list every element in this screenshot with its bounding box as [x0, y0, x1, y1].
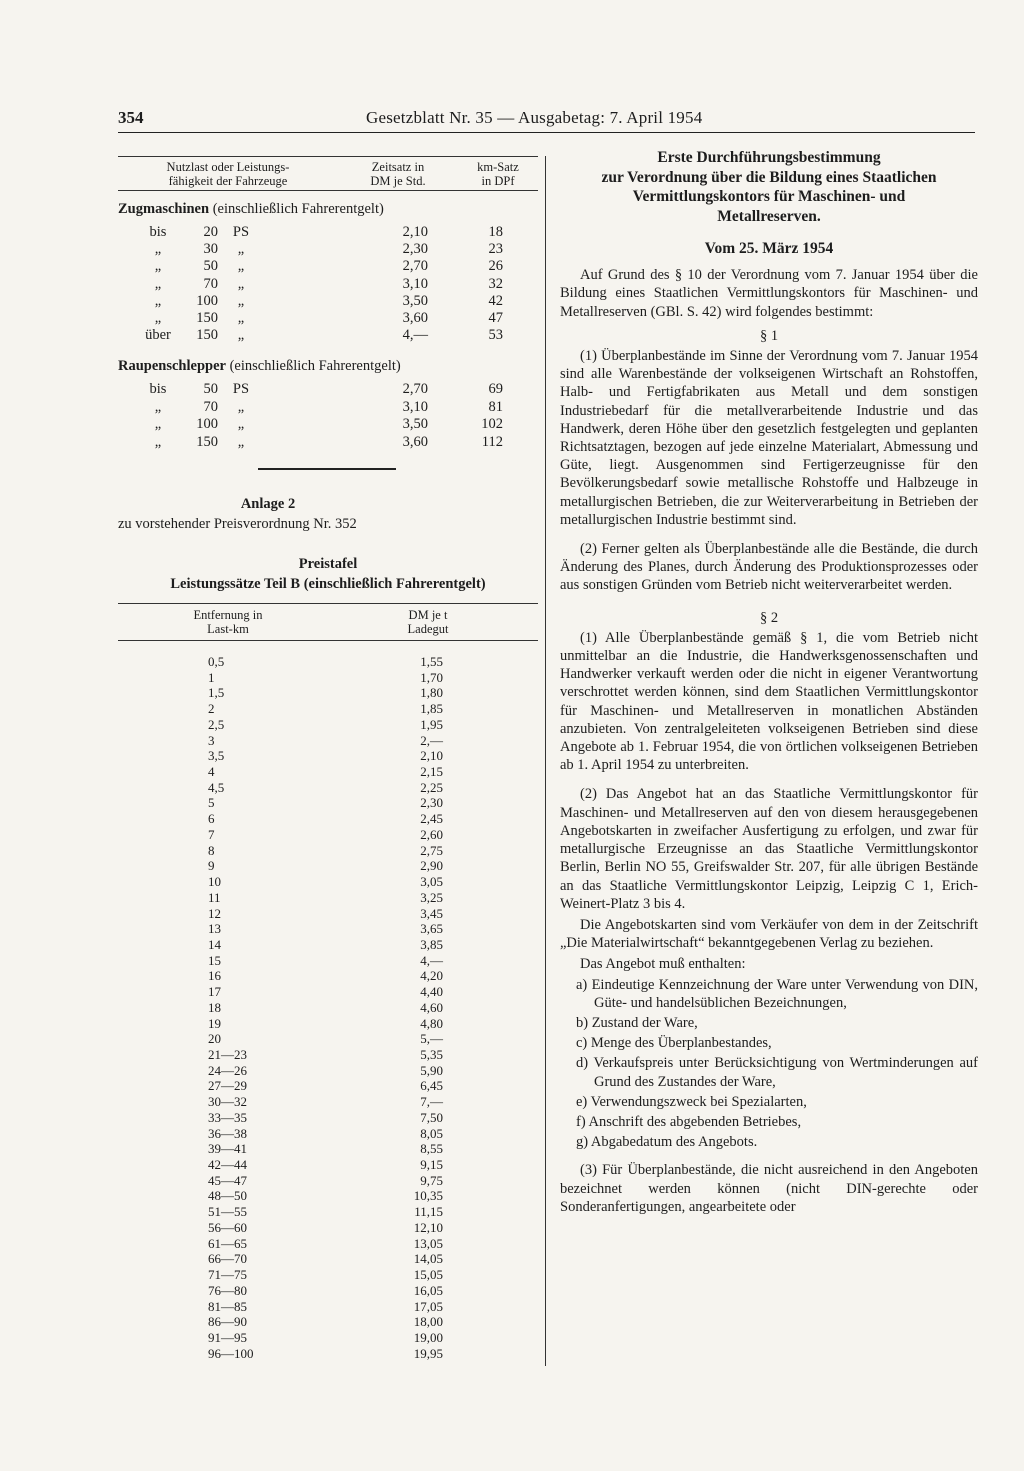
row-prefix: „: [154, 310, 162, 326]
zug-heading: Zugmaschinen (einschließlich Fahrerentgelt): [118, 201, 384, 217]
row-time-rate: 2,70: [402, 258, 428, 275]
distance-cell: 13: [208, 921, 221, 937]
row-unit: PS: [232, 381, 250, 397]
distance-cell: 45—47: [208, 1172, 247, 1188]
section-2-para-2: (2) Das Angebot hat an das Staatliche Vermittlungskontor für Maschinen- und Metallreserven auf den von diesem herausgegebenen Angebotskarten in zweifacher Ausfertigung zu erfolgen, und zwar für metallurgische Erzeugnisse an das Staatliche Vermittlungskontor Berlin, Berlin NO 55, Greifswalder Str. 207, für alle übrigen Bestände an das Staatliche Vermittlungskontor Leipzig, Leipzig C 1, Erich-Weinert-Platz 3 bis 4.: [560, 786, 978, 912]
row-time-rate: 2,70: [402, 381, 428, 397]
requirement-list: [560, 976, 978, 1152]
row-km-rate: 81: [488, 398, 503, 415]
price-cell: 5,90: [420, 1062, 443, 1078]
row-time-rate: 3,50: [402, 292, 428, 309]
price-cell: 4,—: [420, 952, 443, 968]
preistafel-top-rule: [118, 603, 538, 604]
row-km-rate: 32: [488, 275, 503, 292]
row-prefix: „: [154, 275, 162, 292]
distance-cell: 66—70: [208, 1251, 247, 1267]
price-cell: 2,45: [420, 811, 443, 827]
distance-cell: 33—35: [208, 1109, 247, 1125]
row-unit: „: [237, 310, 245, 326]
price-cell: 4,40: [420, 984, 443, 1000]
row-unit: „: [237, 258, 245, 275]
col-head-time: Zeitsatz in DM je Std.: [370, 160, 426, 188]
price-cell: 3,25: [420, 889, 443, 905]
price-cell: 12,10: [413, 1219, 443, 1235]
price-cell: 9,15: [420, 1157, 443, 1173]
distance-cell: 96—100: [208, 1345, 254, 1361]
row-prefix: „: [154, 292, 162, 309]
price-cell: 3,65: [420, 921, 443, 937]
preistafel-subtitle: Leistungssätze Teil B (einschließlich Fahrerentgelt): [170, 576, 486, 592]
distance-cell: 42—44: [208, 1157, 247, 1173]
list-item-c: c) Menge des Überplanbestandes,: [576, 1035, 772, 1052]
row-km-rate: 23: [488, 241, 503, 258]
row-prefix: „: [154, 433, 162, 450]
col-head-km: km-Satz in DPf: [477, 160, 519, 188]
distance-cell: 91—95: [208, 1329, 247, 1345]
distance-cell: 48—50: [208, 1188, 247, 1204]
section-2-para-1: (1) Alle Überplanbestände gemäß § 1, die vom Betrieb nicht unmittelbar an die Industrie, die Handwerksgenossenschaften und Handwerker verkauft werden oder die nicht in eigener Verantwortung verschrottet werden können, sind dem Staatlichen Vermittlungskontor für Maschinen- und Metallreserven in monatlichen Abständen anzubieten. Von zentralgeleiteten volkseigenen Betrieben sind diese Angebote ab 1. Februar 1954, die von örtlichen volkseigenen Betrieben ab 1. April 1954 zu unterbreiten.: [560, 629, 978, 774]
distance-cell: 3: [208, 732, 215, 748]
row-value: 150: [196, 327, 218, 344]
preistafel-title: Preistafel: [298, 556, 358, 572]
distance-cell: 61—65: [208, 1235, 247, 1251]
distance-cell: 15: [208, 952, 221, 968]
row-km-rate: 112: [481, 433, 503, 450]
anlage-title: Anlage 2: [240, 496, 296, 512]
section-rule: [258, 468, 396, 470]
document-date: Vom 25. März 1954: [704, 240, 834, 257]
price-cell: 8,05: [420, 1125, 443, 1141]
distance-cell: 27—29: [208, 1078, 247, 1094]
section-2-para-3: Die Angebotskarten sind vom Verkäufer von dem in der Zeitschrift „Die Materialwirtschaft“ bekanntgegebenen Verlag zu beziehen.: [560, 916, 978, 952]
list-item-a: a) Eindeutige Kennzeichnung der Ware unter Verwendung von DIN, Güte- und handelsüblichen Bezeichnungen,: [576, 976, 978, 1011]
row-time-rate: 3,10: [402, 275, 428, 292]
distance-cell: 12: [208, 905, 221, 921]
row-time-rate: 3,60: [402, 433, 428, 450]
column-separator: [545, 156, 546, 1366]
row-km-rate: 53: [488, 327, 503, 344]
right-column: [560, 148, 978, 1216]
distance-cell: 30—32: [208, 1094, 247, 1110]
distance-cell: 71—75: [208, 1267, 247, 1283]
distance-cell: 21—23: [208, 1047, 247, 1062]
distance-cell: 81—85: [208, 1298, 247, 1314]
row-value: 100: [196, 292, 218, 309]
preistafel-head-rule: [118, 640, 538, 641]
row-prefix: „: [154, 416, 162, 432]
distance-cell: 24—26: [208, 1062, 247, 1078]
price-cell: 3,45: [420, 905, 443, 921]
distance-cell: 56—60: [208, 1219, 247, 1235]
distance-cell: 6: [208, 811, 215, 827]
price-cell: 1,95: [420, 716, 443, 732]
price-cell: 11,15: [414, 1204, 443, 1220]
row-value: 50: [203, 258, 218, 275]
table-head-rule: [118, 190, 538, 191]
row-prefix: „: [154, 398, 162, 415]
distance-cell: 39—41: [208, 1141, 247, 1157]
header-title: Gesetzblatt Nr. 35 — Ausgabetag: 7. April 1954: [366, 108, 703, 127]
distance-cell: 1: [208, 669, 215, 685]
row-km-rate: 26: [488, 258, 503, 275]
row-time-rate: 3,50: [402, 416, 428, 432]
distance-cell: 3,5: [208, 748, 225, 764]
row-time-rate: 2,10: [402, 224, 428, 240]
row-prefix: bis: [149, 224, 167, 240]
price-cell: 9,75: [420, 1172, 443, 1188]
price-cell: 2,30: [420, 795, 443, 811]
row-time-rate: 3,60: [402, 310, 428, 326]
price-cell: 18,00: [413, 1314, 443, 1330]
row-unit: PS: [232, 224, 250, 240]
distance-cell: 4: [208, 764, 215, 780]
document-title: Erste Durchführungsbestimmung zur Verordnung über die Bildung eines Staatlichen Vermittlungskontors für Maschinen- und Metallreserven.: [601, 149, 937, 225]
price-cell: 2,10: [420, 748, 443, 764]
distance-cell: 0,5: [208, 654, 225, 669]
price-cell: 1,85: [420, 701, 443, 717]
row-km-rate: 102: [481, 416, 503, 432]
price-cell: 5,35: [420, 1047, 443, 1062]
distance-cell: 51—55: [208, 1204, 247, 1220]
row-prefix: bis: [149, 381, 167, 397]
distance-cell: 18: [208, 999, 221, 1015]
row-unit: „: [237, 416, 245, 432]
row-unit: „: [237, 292, 245, 309]
price-cell: 10,35: [413, 1188, 443, 1204]
row-value: 70: [203, 275, 218, 292]
price-cell: 4,60: [420, 999, 443, 1015]
price-cell: 2,90: [420, 858, 443, 874]
row-km-rate: 69: [488, 381, 503, 397]
section-1-para-2: (2) Ferner gelten als Überplanbestände alle die Bestände, die durch Änderung des Planes, durch Änderung des Produktionsprozesses oder aus sonstigen Gründen vom Betrieb nicht weiterverarbeitet werden.: [560, 541, 978, 594]
row-value: 70: [203, 398, 218, 415]
price-cell: 4,20: [420, 968, 443, 984]
row-value: 150: [196, 433, 218, 450]
row-km-rate: 18: [488, 224, 503, 240]
distance-cell: 17: [208, 984, 221, 1000]
distance-cell: 36—38: [208, 1125, 247, 1141]
page-number: 354: [118, 108, 144, 127]
section-2-para-4: Das Angebot muß enthalten:: [580, 956, 746, 973]
anlage-sub: zu vorstehender Preisverordnung Nr. 352: [118, 516, 357, 532]
distance-cell: 16: [208, 968, 221, 984]
list-item-f: f) Anschrift des abgebenden Betriebes,: [576, 1113, 802, 1130]
col-head-load: Nutzlast oder Leistungs- fähigkeit der Fahrzeuge: [166, 160, 290, 188]
price-cell: 14,05: [413, 1251, 443, 1267]
distance-cell: 86—90: [208, 1314, 247, 1330]
section-1-heading: § 1: [759, 327, 779, 344]
distance-cell: 19: [208, 1015, 221, 1031]
price-cell: 19,00: [413, 1329, 443, 1345]
row-unit: „: [237, 433, 245, 450]
row-time-rate: 2,30: [402, 241, 428, 258]
distance-cell: 20: [208, 1031, 221, 1047]
pt-head-distance: Entfernung in Last-km: [193, 608, 263, 636]
price-cell: 4,80: [420, 1015, 443, 1031]
row-prefix: „: [154, 258, 162, 275]
list-item-g: g) Abgabedatum des Angebots.: [576, 1134, 758, 1151]
price-cell: 7,—: [420, 1094, 443, 1110]
price-cell: 2,75: [420, 842, 443, 858]
price-cell: 1,80: [420, 685, 443, 701]
row-value: 50: [203, 381, 218, 397]
row-value: 20: [203, 224, 218, 240]
distance-cell: 1,5: [208, 685, 225, 701]
section-2-heading: § 2: [759, 609, 779, 626]
price-cell: 15,05: [413, 1267, 443, 1283]
list-item-b: b) Zustand der Ware,: [576, 1014, 698, 1031]
row-time-rate: 3,10: [402, 398, 428, 415]
distance-cell: 8: [208, 842, 215, 858]
section-2-para-5: (3) Für Überplanbestände, die nicht ausreichend in den Angeboten bezeichnet werden können (nicht DIN-gerechte oder Sonderanfertigungen, angearbeitete oder: [560, 1162, 978, 1215]
distance-cell: 7: [208, 826, 215, 842]
row-time-rate: 4,—: [402, 327, 428, 344]
table-top-rule: [118, 156, 538, 157]
price-cell: 19,95: [413, 1345, 443, 1361]
row-unit: „: [237, 241, 245, 258]
price-cell: 1,55: [420, 654, 443, 669]
list-item-e: e) Verwendungszweck bei Spezialarten,: [576, 1093, 807, 1110]
raupen-heading: Raupenschlepper (einschließlich Fahrerentgelt): [118, 358, 401, 374]
row-unit: „: [237, 398, 245, 415]
row-value: 150: [196, 310, 218, 326]
price-cell: 3,05: [420, 874, 443, 890]
distance-cell: 14: [208, 936, 221, 952]
row-km-rate: 47: [488, 310, 503, 326]
row-unit: „: [237, 327, 245, 344]
row-value: 30: [203, 241, 218, 258]
distance-cell: 11: [208, 889, 221, 905]
price-cell: 5,—: [420, 1031, 443, 1047]
distance-cell: 2: [208, 701, 215, 717]
distance-cell: 4,5: [208, 779, 225, 795]
price-cell: 6,45: [420, 1078, 443, 1094]
price-cell: 3,85: [420, 936, 443, 952]
price-cell: 17,05: [413, 1298, 443, 1314]
price-cell: 2,60: [420, 826, 443, 842]
intro-paragraph: Auf Grund des § 10 der Verordnung vom 7. Januar 1954 über die Bildung eines Staatlichen Vermittlungskontors für Maschinen- und Metallreserven (GBl. S. 42) wird folgendes bestimmt:: [560, 267, 978, 320]
list-item-d: d) Verkaufspreis unter Berücksichtigung von Wertminderungen auf Grund des Zustandes der Ware,: [576, 1055, 978, 1090]
distance-cell: 9: [208, 858, 215, 874]
price-cell: 8,55: [420, 1141, 443, 1157]
price-cell: 16,05: [413, 1282, 443, 1298]
price-cell: 1,70: [420, 669, 443, 685]
price-cell: 2,25: [420, 779, 443, 795]
distance-cell: 76—80: [208, 1282, 247, 1298]
row-prefix: über: [145, 327, 171, 344]
price-cell: 2,—: [420, 732, 443, 748]
page-header: [118, 108, 975, 133]
distance-cell: 5: [208, 795, 215, 811]
distance-cell: 10: [208, 874, 221, 890]
section-1-para-1: (1) Überplanbestände im Sinne der Verordnung vom 7. Januar 1954 sind alle Warenbestände der volkseigenen Wirtschaft an Rohstoffen, Halb- und Fertigfabrikaten aus Metall und dem sonstigen Industriebedarf für die metallverarbeitende Industrie und das Handwerk, deren Höhe über den gesetzlich festgelegten und geplanten Richtsatztagen, bezogen auf jede einzelne Materialart, Abmessung und Güte, liegt. Ausgenommen sind Fertigerzeugnisse für den Bevölkerungsbedarf sowie metallische Rohstoffe und Halbzeuge in metallurgischen Betrieben, die zur Weiterverarbeitung in Betrieben der metallurgischen Industrie bestimmt sind.: [560, 348, 978, 528]
distance-cell: 2,5: [208, 716, 225, 732]
pt-head-price: DM je t Ladegut: [407, 608, 449, 636]
row-value: 100: [196, 416, 218, 432]
row-km-rate: 42: [488, 292, 503, 309]
price-cell: 7,50: [420, 1109, 443, 1125]
price-cell: 2,15: [420, 764, 443, 780]
row-unit: „: [237, 275, 245, 292]
price-cell: 13,05: [413, 1235, 443, 1251]
row-prefix: „: [154, 241, 162, 258]
